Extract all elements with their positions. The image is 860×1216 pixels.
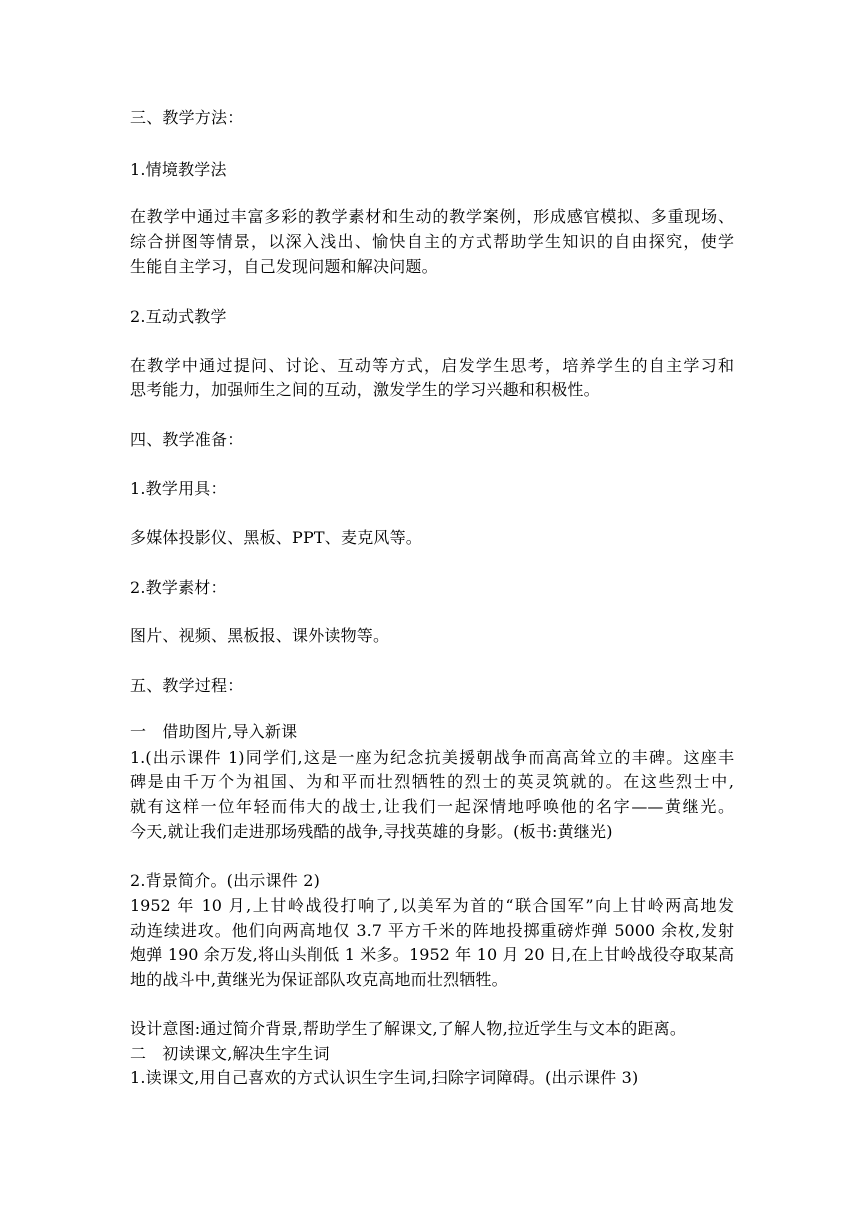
process-part-1-line: 碑是由千万个为祖国、为和平而壮烈牺牲的烈士的英灵筑就的。在这些烈士中, xyxy=(130,772,734,791)
section-heading-process: 五、教学过程： xyxy=(130,676,244,695)
background-line: 1952 年 10 月,上甘岭战役打响了,以美军为首的“联合国军”向上甘岭两高地发 xyxy=(130,896,734,915)
method-1-text-line: 综合拼图等情景，以深入浅出、愉快自主的方式帮助学生知识的自由探究，使学 xyxy=(130,232,734,251)
background-line: 动连续进攻。他们向两高地仅 3.7 平方千米的阵地投掷重磅炸弹 5000 余枚,发射 xyxy=(130,921,734,940)
method-1-text-line: 在教学中通过丰富多彩的教学素材和生动的教学案例，形成感官模拟、多重现场、 xyxy=(130,207,734,226)
section-heading-preparation: 四、教学准备： xyxy=(130,430,244,449)
preparation-1-text: 多媒体投影仪、黑板、PPT、麦克风等。 xyxy=(130,528,423,547)
background-title: 2.背景简介。(出示课件 2) xyxy=(130,871,321,890)
method-1-title: 1.情境教学法 xyxy=(130,160,227,179)
process-part-1-title: 一 借助图片,导入新课 xyxy=(130,722,298,741)
design-intent: 设计意图:通过简介背景,帮助学生了解课文,了解人物,拉近学生与文本的距离。 xyxy=(130,1019,687,1038)
process-part-1-line: 1.(出示课件 1)同学们,这是一座为纪念抗美援朝战争而高高耸立的丰碑。这座丰 xyxy=(130,748,734,767)
preparation-2-title: 2.教学素材： xyxy=(130,578,227,597)
process-part-1-line: 今天,就让我们走进那场残酷的战争,寻找英雄的身影。(板书:黄继光) xyxy=(130,822,613,841)
section-heading-methods: 三、教学方法： xyxy=(130,108,244,127)
process-part-2-item-1: 1.读课文,用自己喜欢的方式认识生字生词,扫除字词障碍。(出示课件 3) xyxy=(130,1068,639,1087)
method-1-text-line: 生能自主学习，自己发现问题和解决问题。 xyxy=(130,257,438,276)
preparation-2-text: 图片、视频、黑板报、课外读物等。 xyxy=(130,626,390,645)
process-part-2-title: 二 初读课文,解决生字生词 xyxy=(130,1044,330,1063)
document-page xyxy=(130,0,734,1216)
method-2-title: 2.互动式教学 xyxy=(130,307,227,326)
background-line: 炮弹 190 余万发,将山头削低 1 米多。1952 年 10 月 20 日,在上甘岭战役夺取某高 xyxy=(130,945,734,964)
background-line: 地的战斗中,黄继光为保证部队攻克高地而壮烈牺牲。 xyxy=(130,970,508,989)
process-part-1-line: 就有这样一位年轻而伟大的战士,让我们一起深情地呼唤他的名字——黄继光。 xyxy=(130,797,734,816)
method-2-text-line: 思考能力，加强师生之间的互动，激发学生的学习兴趣和积极性。 xyxy=(130,380,600,399)
method-2-text-line: 在教学中通过提问、讨论、互动等方式，启发学生思考，培养学生的自主学习和 xyxy=(130,356,734,375)
preparation-1-title: 1.教学用具： xyxy=(130,479,227,498)
